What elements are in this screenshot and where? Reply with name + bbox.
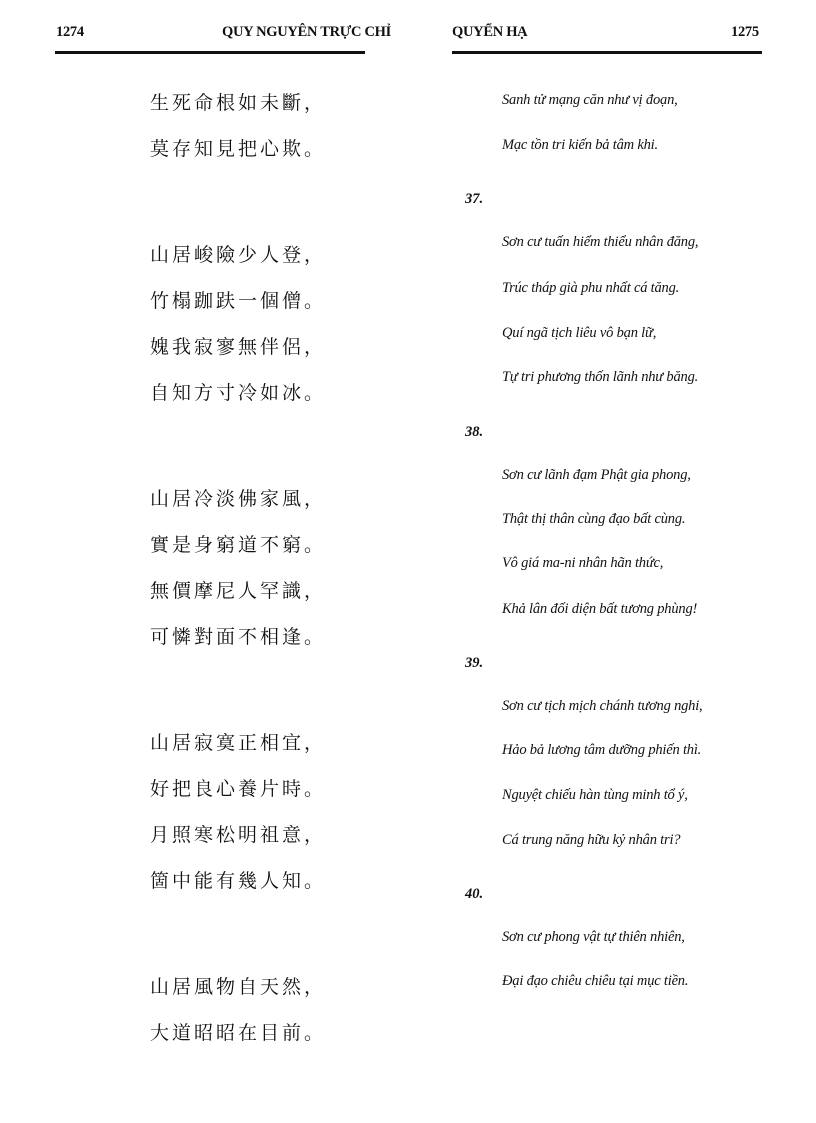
vietnamese-line: Sanh tử mạng căn như vị đoạn, [502,92,678,108]
chinese-stanza [150,86,326,178]
chinese-line: 無價摩尼人罕識， [150,580,327,602]
left-header-rule [55,51,365,54]
chinese-line: 可憐對面不相逢。 [150,626,327,648]
chinese-line: 好把良心養片時。 [150,778,327,800]
chinese-line: 山居風物自天然， [150,976,327,998]
chinese-stanza [150,970,326,1062]
vietnamese-line: Trúc tháp già phu nhất cá tăng. [502,280,680,296]
chinese-line: 竹榻跏趺一個僧。 [150,290,327,312]
vietnamese-line: Khả lân đối diện bất tương phùng! [502,601,698,617]
chinese-line: 實是身窮道不窮。 [150,534,327,556]
chinese-line: 山居寂寞正相宜， [150,732,327,754]
right-page-number: 1275 [731,24,759,40]
right-running-title: QUYỂN HẠ [452,24,528,40]
chinese-line: 生死命根如未斷， [150,92,327,114]
vietnamese-line: Cá trung năng hữu kỷ nhân tri? [502,832,681,848]
chinese-line: 大道昭昭在目前。 [150,1022,327,1044]
left-running-title: QUY NGUYÊN TRỰC CHỈ [222,24,391,40]
vietnamese-line: Đại đạo chiêu chiêu tại mục tiền. [502,973,689,989]
vietnamese-line: Nguyệt chiếu hàn tùng minh tổ ý, [502,787,688,803]
vietnamese-line: Quí ngã tịch liêu vô bạn lữ, [502,325,657,341]
chinese-line: 媿我寂寥無伴侶， [150,336,327,358]
chinese-line: 山居峻險少人登， [150,244,327,266]
stanza-number: 39. [465,655,484,671]
vietnamese-line: Thật thị thân cùng đạo bất cùng. [502,511,686,527]
chinese-stanza [150,726,326,910]
stanza-number: 38. [465,424,484,440]
left-page-number: 1274 [56,24,84,40]
chinese-line: 箇中能有幾人知。 [150,870,327,892]
chinese-verses [150,86,326,1062]
vietnamese-line: Sơn cư lãnh đạm Phật gia phong, [502,467,691,483]
right-header-rule [452,51,762,54]
chinese-line: 月照寒松明祖意， [150,824,327,846]
stanza-number: 37. [465,191,484,207]
vietnamese-line: Mạc tồn tri kiến bả tâm khi. [502,137,658,153]
vietnamese-line: Tự tri phương thốn lãnh như băng. [502,369,699,385]
stanza-number: 40. [465,886,484,902]
chinese-stanza [150,238,326,422]
vietnamese-line: Hảo bả lương tâm dưỡng phiến thì. [502,742,702,758]
vietnamese-line: Sơn cư tuấn hiểm thiểu nhân đăng, [502,234,699,250]
chinese-line: 自知方寸冷如冰。 [150,382,327,404]
vietnamese-line: Sơn cư phong vật tự thiên nhiên, [502,929,685,945]
chinese-line: 山居冷淡佛家風， [150,488,327,510]
chinese-stanza [150,482,326,666]
chinese-line: 莫存知見把心欺。 [150,138,327,160]
vietnamese-line: Vô giá ma-ni nhân hãn thức, [502,555,664,571]
vietnamese-line: Sơn cư tịch mịch chánh tương nghi, [502,698,703,714]
